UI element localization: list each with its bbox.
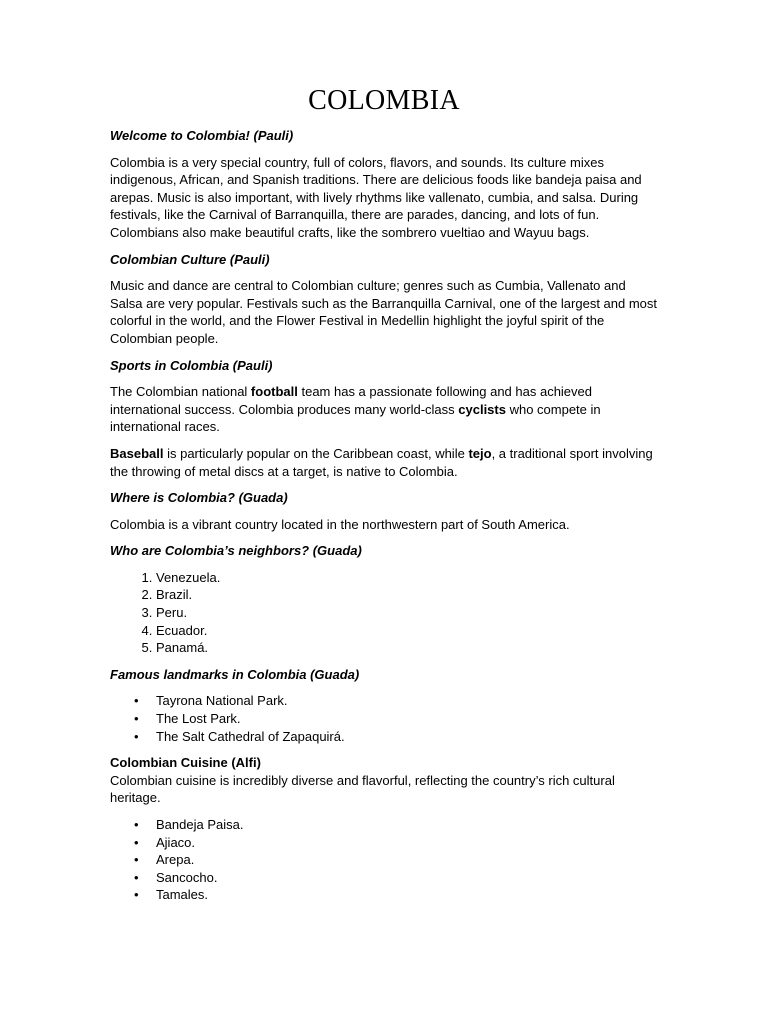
list-item [134,728,658,746]
landmarks-list [110,692,658,745]
bullet-icon: • [134,728,139,744]
where-paragraph: Colombia is a vibrant country located in the northwestern part of South America. [110,516,570,532]
welcome-heading: Welcome to Colombia! (Pauli) [110,128,294,143]
sports-bold-term: football [250,384,298,400]
list-item-label: Bandeja Paisa. [156,817,244,832]
bullet-icon: • [134,834,139,850]
list-item [134,886,658,904]
sports-bold-term: tejo [468,445,492,461]
list-item: 1. Venezuela. [156,569,658,587]
culture-heading: Colombian Culture (Pauli) [110,251,270,267]
list-item-label: Ajiaco. [156,834,196,850]
sports-bold-term: cyclists [458,401,506,417]
neighbors-list [110,569,658,657]
list-item-label: Sancocho. [156,869,218,885]
sports-paragraph-2 [110,445,658,480]
list-item [134,834,658,852]
list-item [134,816,658,834]
list-item-label: The Lost Park. [156,711,241,727]
document-page [110,84,658,913]
bullet-icon: • [134,693,139,709]
bullet-icon: • [134,869,139,885]
list-item-label: Arepa. [156,852,195,868]
list-item [134,710,658,728]
list-item: 5. Panamá. [156,639,658,657]
culture-paragraph: Music and dance are central to Colombian culture; genres such as Cumbia, Vallenato and Salsa are very popular. Festivals such as the Barranquilla Carnival, one of the largest and most colorful in the world, and the Flower Festival in Medellin highlight the joyful spirit of the Colombian people. [110,278,658,346]
sports-text: team has a passionate following and has achieved international success. Colombia produces many world-class [110,384,592,417]
list-item: 2. Brazil. [156,586,658,604]
sports-text: The Colombian national [110,384,251,400]
list-item-label: Tamales. [156,887,209,903]
list-item [134,851,658,869]
landmarks-heading: Famous landmarks in Colombia (Guada) [110,666,360,682]
sports-text: , a traditional sport involving the throwing of metal discs at a target, is native to Colombia. [110,445,653,479]
bullet-icon: • [134,852,139,868]
list-item: 4. Ecuador. [156,622,658,640]
sports-paragraph-1 [110,383,658,436]
sports-text: is particularly popular on the Caribbean coast, while [163,445,469,461]
cuisine-heading: Colombian Cuisine (Alfi) [110,755,261,771]
neighbors-heading: Who are Colombia’s neighbors? (Guada) [110,543,362,559]
welcome-paragraph: Colombia is a very special country, full of colors, flavors, and sounds. Its culture mixes indigenous, African, and Spanish traditions. There are delicious foods like bandeja paisa and arepas. Music is also important, with lively rhythms like vallenato, cumbia, and salsa. During festivals, like the Carnival of Barranquilla, there are parades, dancing, and lots of fun. Colombians also make beautiful crafts, like the sombrero vueltiao and Wayuu bags. [110,154,642,240]
cuisine-list [110,816,658,904]
document-title: COLOMBIA [308,85,460,116]
bullet-icon: • [134,817,139,832]
list-item: 3. Peru. [156,604,658,622]
list-item-label: The Salt Cathedral of Zapaquirá. [156,728,345,744]
bullet-icon: • [134,711,139,727]
cuisine-paragraph: Colombian cuisine is incredibly diverse and flavorful, reflecting the country’s rich cultural heritage. [110,772,615,806]
list-item-label: Tayrona National Park. [156,693,288,709]
sports-bold-term: Baseball [110,445,164,461]
where-heading: Where is Colombia? (Guada) [110,490,288,506]
sports-heading: Sports in Colombia (Pauli) [110,357,273,373]
sports-text: who compete in international races. [110,401,601,435]
list-item [134,692,658,710]
list-item [134,869,658,887]
bullet-icon: • [134,887,139,903]
